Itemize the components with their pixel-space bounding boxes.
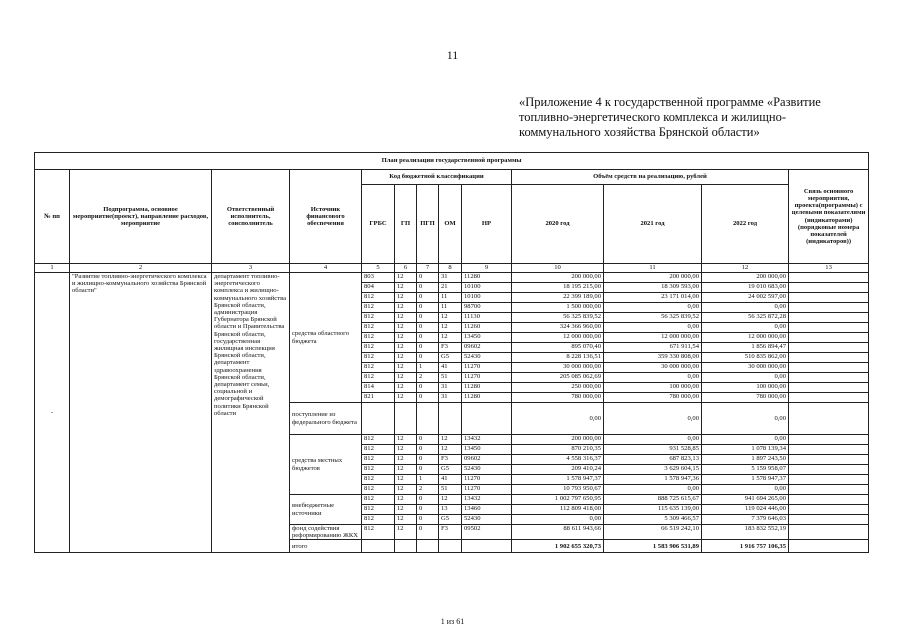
amount-2022-cell: 0,00 — [702, 373, 789, 383]
amount-2022-cell: 119 024 446,00 — [702, 505, 789, 515]
om-cell: 31 — [439, 383, 462, 393]
om-cell: 41 — [439, 363, 462, 373]
grbs-cell: 812 — [362, 363, 395, 373]
grbs-cell: 812 — [362, 313, 395, 323]
amount-2021-cell: 3 629 604,15 — [604, 465, 702, 475]
om-cell: 12 — [439, 445, 462, 455]
gp-cell: 12 — [395, 283, 417, 293]
total-empty-cell — [462, 540, 512, 553]
amount-2021-cell: 115 635 139,00 — [604, 505, 702, 515]
amount-2022-cell: 1 578 947,37 — [702, 475, 789, 485]
link-cell — [789, 485, 869, 495]
om-cell — [439, 403, 462, 435]
om-cell: 12 — [439, 323, 462, 333]
pgp-cell: 0 — [417, 353, 439, 363]
amount-2020-cell: 18 195 215,00 — [512, 283, 604, 293]
np-cell: 11270 — [462, 363, 512, 373]
pgp-cell: 0 — [417, 495, 439, 505]
total-label: итого — [290, 540, 362, 553]
link-cell — [789, 505, 869, 515]
grbs-cell: 812 — [362, 465, 395, 475]
row-number-cell: - — [35, 273, 70, 553]
amount-2021-cell: 888 725 615,67 — [604, 495, 702, 505]
link-cell — [789, 373, 869, 383]
table-caption: План реализации государственной программы — [35, 153, 869, 170]
amount-2021-cell: 66 519 242,10 — [604, 525, 702, 540]
amount-2020-cell: 56 325 839,52 — [512, 313, 604, 323]
amount-2022-cell: 100 000,00 — [702, 383, 789, 393]
link-cell — [789, 475, 869, 485]
np-cell: 52430 — [462, 465, 512, 475]
om-cell: 31 — [439, 273, 462, 283]
amount-2021-cell: 931 528,85 — [604, 445, 702, 455]
amount-2022-cell: 24 002 597,00 — [702, 293, 789, 303]
grbs-cell: 812 — [362, 373, 395, 383]
amount-2020-cell: 4 558 316,37 — [512, 455, 604, 465]
grbs-cell: 812 — [362, 495, 395, 505]
pgp-cell: 0 — [417, 343, 439, 353]
grbs-cell: 812 — [362, 485, 395, 495]
gp-cell: 12 — [395, 485, 417, 495]
header-om: ОМ — [439, 185, 462, 264]
om-cell: G5 — [439, 353, 462, 363]
gp-cell: 12 — [395, 435, 417, 445]
amount-2022-cell: 941 694 265,00 — [702, 495, 789, 505]
appendix-title: «Приложение 4 к государственной программе «Развитие топливно-энергетического комплекса и жилищно-коммунального хозяйства Брянской области» — [519, 95, 821, 139]
amount-2022-cell: 200 000,00 — [702, 273, 789, 283]
link-cell — [789, 435, 869, 445]
pgp-cell: 0 — [417, 505, 439, 515]
link-cell — [789, 465, 869, 475]
amount-2021-cell: 780 000,00 — [604, 393, 702, 403]
link-cell — [789, 393, 869, 403]
amount-2020-cell: 200 000,00 — [512, 435, 604, 445]
pgp-cell: 0 — [417, 455, 439, 465]
gp-cell: 12 — [395, 343, 417, 353]
np-cell: 11270 — [462, 475, 512, 485]
funding-source-cell: средства местных бюджетов — [290, 435, 362, 495]
grbs-cell: 812 — [362, 455, 395, 465]
pgp-cell: 2 — [417, 485, 439, 495]
amount-2022-cell: 780 000,00 — [702, 393, 789, 403]
gp-cell: 12 — [395, 363, 417, 373]
amount-2022-cell: 1 897 243,50 — [702, 455, 789, 465]
funding-source-cell: фонд содействия реформированию ЖКХ — [290, 525, 362, 540]
total-2022: 1 916 757 106,35 — [702, 540, 789, 553]
link-cell — [789, 403, 869, 435]
grbs-cell: 812 — [362, 323, 395, 333]
header-row-1 — [35, 170, 869, 185]
grbs-cell: 821 — [362, 393, 395, 403]
gp-cell: 12 — [395, 273, 417, 283]
amount-2021-cell: 23 171 014,00 — [604, 293, 702, 303]
amount-2021-cell: 5 309 466,57 — [604, 515, 702, 525]
total-empty-cell — [417, 540, 439, 553]
link-cell — [789, 383, 869, 393]
om-cell: 51 — [439, 373, 462, 383]
total-empty-cell — [362, 540, 395, 553]
column-number: 8 — [439, 264, 462, 273]
gp-cell: 12 — [395, 353, 417, 363]
gp-cell: 12 — [395, 445, 417, 455]
amount-2022-cell: 1 078 139,34 — [702, 445, 789, 455]
gp-cell — [395, 403, 417, 435]
np-cell: 09602 — [462, 455, 512, 465]
amount-2020-cell: 0,00 — [512, 403, 604, 435]
grbs-cell: 812 — [362, 353, 395, 363]
amount-2020-cell: 1 500 000,00 — [512, 303, 604, 313]
np-cell: 52430 — [462, 515, 512, 525]
pgp-cell: 0 — [417, 525, 439, 540]
column-number: 2 — [70, 264, 212, 273]
link-cell — [789, 455, 869, 465]
amount-2021-cell: 671 911,54 — [604, 343, 702, 353]
amount-2021-cell: 0,00 — [604, 303, 702, 313]
amount-2020-cell: 1 002 797 650,95 — [512, 495, 604, 505]
grbs-cell: 812 — [362, 505, 395, 515]
pgp-cell: 0 — [417, 293, 439, 303]
pgp-cell: 0 — [417, 303, 439, 313]
pgp-cell: 0 — [417, 313, 439, 323]
om-cell: F3 — [439, 455, 462, 465]
om-cell: F3 — [439, 525, 462, 540]
link-cell — [789, 283, 869, 293]
amount-2021-cell: 0,00 — [604, 435, 702, 445]
header-year-2021: 2021 год — [604, 185, 702, 264]
total-empty-cell — [439, 540, 462, 553]
gp-cell: 12 — [395, 323, 417, 333]
table-row — [35, 273, 869, 283]
amount-2022-cell: 0,00 — [702, 485, 789, 495]
amount-2021-cell: 1 578 947,36 — [604, 475, 702, 485]
column-number: 11 — [604, 264, 702, 273]
np-cell: 11270 — [462, 485, 512, 495]
om-cell: G5 — [439, 515, 462, 525]
link-cell — [789, 515, 869, 525]
total-2020: 1 902 655 320,73 — [512, 540, 604, 553]
header-volume-group: Объём средств на реализацию, рублей — [512, 170, 789, 185]
header-grbs: ГРБС — [362, 185, 395, 264]
om-cell: 31 — [439, 393, 462, 403]
header-year-2022: 2022 год — [702, 185, 789, 264]
np-cell: 98700 — [462, 303, 512, 313]
amount-2020-cell: 30 000 000,00 — [512, 363, 604, 373]
np-cell: 11270 — [462, 373, 512, 383]
gp-cell: 12 — [395, 373, 417, 383]
amount-2020-cell: 10 793 950,67 — [512, 485, 604, 495]
grbs-cell: 812 — [362, 435, 395, 445]
amount-2022-cell: 0,00 — [702, 403, 789, 435]
grbs-cell: 812 — [362, 475, 395, 485]
grbs-cell: 812 — [362, 445, 395, 455]
grbs-cell: 803 — [362, 273, 395, 283]
gp-cell: 12 — [395, 383, 417, 393]
amount-2022-cell: 510 835 862,00 — [702, 353, 789, 363]
header-subprogram: Подпрограмма, основное мероприятие(проект), направление расходов, мероприятие — [70, 170, 212, 264]
column-number: 13 — [789, 264, 869, 273]
np-cell: 13432 — [462, 435, 512, 445]
link-cell — [789, 293, 869, 303]
amount-2020-cell: 1 578 947,37 — [512, 475, 604, 485]
funding-source-cell: средства областного бюджета — [290, 273, 362, 403]
np-cell: 11280 — [462, 393, 512, 403]
header-executor: Ответственный исполнитель, соисполнитель — [212, 170, 290, 264]
amount-2022-cell: 56 325 872,28 — [702, 313, 789, 323]
om-cell: 13 — [439, 505, 462, 515]
link-cell — [789, 343, 869, 353]
pgp-cell: 1 — [417, 363, 439, 373]
np-cell: 09602 — [462, 343, 512, 353]
grbs-cell: 812 — [362, 525, 395, 540]
link-cell — [789, 540, 869, 553]
np-cell: 11130 — [462, 313, 512, 323]
column-number: 5 — [362, 264, 395, 273]
np-cell: 10100 — [462, 283, 512, 293]
np-cell: 10100 — [462, 293, 512, 303]
pgp-cell: 0 — [417, 273, 439, 283]
table-caption-row — [35, 153, 869, 170]
amount-2022-cell: 0,00 — [702, 303, 789, 313]
gp-cell: 12 — [395, 515, 417, 525]
pgp-cell: 1 — [417, 475, 439, 485]
gp-cell: 12 — [395, 455, 417, 465]
gp-cell: 12 — [395, 333, 417, 343]
np-cell: 11280 — [462, 273, 512, 283]
om-cell: 12 — [439, 313, 462, 323]
link-cell — [789, 333, 869, 343]
np-cell: 11280 — [462, 383, 512, 393]
om-cell: 21 — [439, 283, 462, 293]
pgp-cell: 0 — [417, 383, 439, 393]
link-cell — [789, 323, 869, 333]
om-cell: F3 — [439, 343, 462, 353]
link-cell — [789, 303, 869, 313]
amount-2022-cell: 183 832 552,19 — [702, 525, 789, 540]
link-cell — [789, 363, 869, 373]
amount-2021-cell: 0,00 — [604, 373, 702, 383]
column-number: 10 — [512, 264, 604, 273]
gp-cell: 12 — [395, 495, 417, 505]
amount-2022-cell: 12 000 000,00 — [702, 333, 789, 343]
header-source: Источник финансового обеспечения — [290, 170, 362, 264]
link-cell — [789, 273, 869, 283]
amount-2021-cell: 30 000 000,00 — [604, 363, 702, 373]
column-number: 3 — [212, 264, 290, 273]
amount-2020-cell: 8 228 136,51 — [512, 353, 604, 363]
amount-2021-cell: 0,00 — [604, 323, 702, 333]
grbs-cell: 812 — [362, 333, 395, 343]
np-cell: 11260 — [462, 323, 512, 333]
link-cell — [789, 525, 869, 540]
column-number-row — [35, 264, 869, 273]
om-cell: 41 — [439, 475, 462, 485]
gp-cell: 12 — [395, 525, 417, 540]
gp-cell: 12 — [395, 475, 417, 485]
grbs-cell: 812 — [362, 303, 395, 313]
grbs-cell — [362, 403, 395, 435]
gp-cell: 12 — [395, 393, 417, 403]
pgp-cell: 0 — [417, 333, 439, 343]
grbs-cell: 812 — [362, 343, 395, 353]
link-cell — [789, 495, 869, 505]
amount-2021-cell: 0,00 — [604, 403, 702, 435]
amount-2022-cell: 30 000 000,00 — [702, 363, 789, 373]
grbs-cell: 814 — [362, 383, 395, 393]
amount-2020-cell: 870 210,35 — [512, 445, 604, 455]
pgp-cell: 0 — [417, 393, 439, 403]
pgp-cell: 0 — [417, 283, 439, 293]
header-pgp: ПГП — [417, 185, 439, 264]
amount-2020-cell: 112 809 418,00 — [512, 505, 604, 515]
grbs-cell: 804 — [362, 283, 395, 293]
amount-2021-cell: 56 325 839,52 — [604, 313, 702, 323]
header-gp: ГП — [395, 185, 417, 264]
column-number: 12 — [702, 264, 789, 273]
amount-2021-cell: 18 309 593,00 — [604, 283, 702, 293]
np-cell: 52430 — [462, 353, 512, 363]
column-number: 1 — [35, 264, 70, 273]
om-cell: 11 — [439, 303, 462, 313]
amount-2022-cell: 0,00 — [702, 323, 789, 333]
gp-cell: 12 — [395, 313, 417, 323]
amount-2021-cell: 359 330 808,00 — [604, 353, 702, 363]
np-cell: 13450 — [462, 333, 512, 343]
implementation-plan-table — [34, 152, 869, 553]
pgp-cell: 0 — [417, 323, 439, 333]
pgp-cell: 2 — [417, 373, 439, 383]
subprogram-cell: "Развитие топливно-энергетического комплекса и жилищно-коммунального хозяйства Брянской области" — [70, 273, 212, 553]
amount-2022-cell: 19 010 683,00 — [702, 283, 789, 293]
amount-2021-cell: 100 000,00 — [604, 383, 702, 393]
funding-source-cell: поступление из федерального бюджета — [290, 403, 362, 435]
pgp-cell: 0 — [417, 465, 439, 475]
executor-cell: департамент топливно-энергетического комплекса и жилищно-коммунального хозяйства Брянской области, администрация Губернатора Брянской области и Правительства Брянской области, государственная жилищная инспекция Брянской области, департамент здравоохранения Брянской области, департамент семьи, социальной и демографической политики Брянской области — [212, 273, 290, 553]
gp-cell: 12 — [395, 303, 417, 313]
header-num: № пп — [35, 170, 70, 264]
link-cell — [789, 445, 869, 455]
pgp-cell: 0 — [417, 435, 439, 445]
amount-2021-cell: 12 000 000,00 — [604, 333, 702, 343]
gp-cell: 12 — [395, 505, 417, 515]
om-cell: 51 — [439, 485, 462, 495]
amount-2022-cell: 0,00 — [702, 435, 789, 445]
amount-2020-cell: 250 000,00 — [512, 383, 604, 393]
column-number: 9 — [462, 264, 512, 273]
pgp-cell: 0 — [417, 515, 439, 525]
amount-2020-cell: 88 611 943,66 — [512, 525, 604, 540]
header-np: НР — [462, 185, 512, 264]
column-number: 4 — [290, 264, 362, 273]
gp-cell: 12 — [395, 293, 417, 303]
om-cell: 12 — [439, 435, 462, 445]
page-number: 11 — [446, 48, 459, 62]
amount-2020-cell: 209 410,24 — [512, 465, 604, 475]
total-2021: 1 583 906 531,89 — [604, 540, 702, 553]
amount-2021-cell: 687 823,13 — [604, 455, 702, 465]
link-cell — [789, 353, 869, 363]
amount-2020-cell: 12 000 000,00 — [512, 333, 604, 343]
amount-2022-cell: 1 856 894,47 — [702, 343, 789, 353]
np-cell: 13432 — [462, 495, 512, 505]
amount-2020-cell: 324 366 960,00 — [512, 323, 604, 333]
header-year-2020: 2020 год — [512, 185, 604, 264]
amount-2022-cell: 7 379 646,03 — [702, 515, 789, 525]
om-cell: 12 — [439, 333, 462, 343]
amount-2020-cell: 200 000,00 — [512, 273, 604, 283]
om-cell: 12 — [439, 495, 462, 505]
column-number: 6 — [395, 264, 417, 273]
amount-2020-cell: 895 070,40 — [512, 343, 604, 353]
om-cell: 11 — [439, 293, 462, 303]
pgp-cell — [417, 403, 439, 435]
pgp-cell: 0 — [417, 445, 439, 455]
column-number: 7 — [417, 264, 439, 273]
page-footer: 1 из 61 — [440, 617, 465, 626]
grbs-cell: 812 — [362, 293, 395, 303]
amount-2021-cell: 0,00 — [604, 485, 702, 495]
grbs-cell: 812 — [362, 515, 395, 525]
np-cell: 09502 — [462, 525, 512, 540]
amount-2020-cell: 0,00 — [512, 515, 604, 525]
np-cell: 13450 — [462, 445, 512, 455]
header-kbk-group: Код бюджетной классификации — [362, 170, 512, 185]
amount-2020-cell: 205 085 062,69 — [512, 373, 604, 383]
gp-cell: 12 — [395, 465, 417, 475]
amount-2021-cell: 200 000,00 — [604, 273, 702, 283]
funding-source-cell: внебюджетные источники — [290, 495, 362, 525]
total-empty-cell — [395, 540, 417, 553]
header-link: Связь основного мероприятия, проекта(программы) с целевыми показателями (индикаторами) (порядковые номера показателей (индикаторов)) — [789, 170, 869, 264]
np-cell — [462, 403, 512, 435]
om-cell: G5 — [439, 465, 462, 475]
amount-2020-cell: 780 000,00 — [512, 393, 604, 403]
amount-2020-cell: 22 399 189,00 — [512, 293, 604, 303]
link-cell — [789, 313, 869, 323]
amount-2022-cell: 5 159 958,07 — [702, 465, 789, 475]
np-cell: 13460 — [462, 505, 512, 515]
